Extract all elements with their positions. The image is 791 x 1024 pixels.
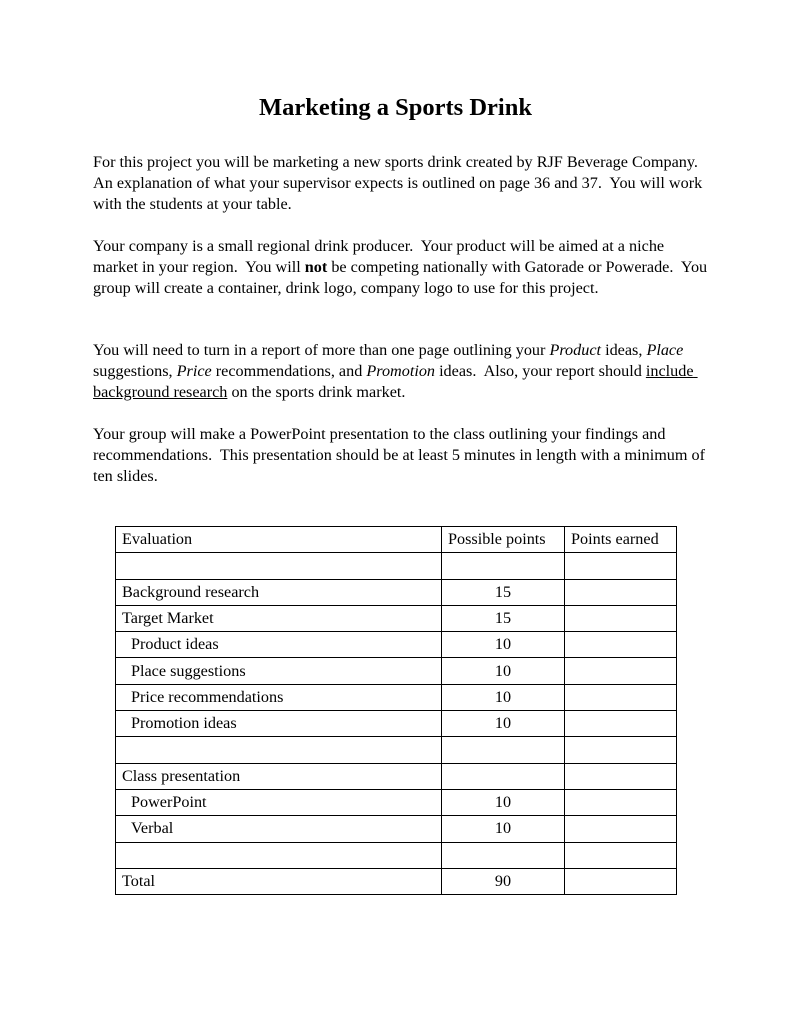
row-points-earned-cell[interactable] <box>565 711 677 737</box>
table-row <box>116 842 677 868</box>
row-label-cell: PowerPoint <box>116 789 442 815</box>
row-points-earned-cell[interactable] <box>565 763 677 789</box>
row-points-earned-cell[interactable] <box>565 737 677 763</box>
row-points-earned-cell[interactable] <box>565 658 677 684</box>
table-row <box>116 605 677 631</box>
table-row <box>116 763 677 789</box>
row-possible-points-cell: 10 <box>442 658 565 684</box>
table-row <box>116 553 677 579</box>
row-label-cell <box>116 553 442 579</box>
paragraph-text: on the sports drink market. <box>227 382 406 401</box>
table-row <box>116 737 677 763</box>
paragraph-text: suggestions, <box>93 341 688 380</box>
row-label-cell <box>116 737 442 763</box>
row-points-earned-cell[interactable] <box>565 868 677 894</box>
row-label-cell: Promotion ideas <box>116 711 442 737</box>
row-possible-points-cell: 10 <box>442 632 565 658</box>
row-points-earned-cell[interactable] <box>565 816 677 842</box>
row-label-cell: Background research <box>116 579 442 605</box>
row-points-earned-cell[interactable] <box>565 842 677 868</box>
paragraph-project-intro <box>93 152 713 214</box>
paragraph-text: ideas, <box>601 341 647 359</box>
row-possible-points-cell: 10 <box>442 684 565 710</box>
row-possible-points-cell <box>442 553 565 579</box>
bold-text: not <box>304 257 328 276</box>
row-label-cell <box>116 842 442 868</box>
row-label-cell: Price recommendations <box>116 684 442 710</box>
paragraph-report-requirements <box>93 340 713 402</box>
row-possible-points-cell <box>442 737 565 763</box>
paragraph-text: Your company is a small regional drink producer. Your product will be aimed at a niche market in your region. You will <box>93 237 669 276</box>
paragraph-text: For this project you will be marketing a new sports drink created by RJF Beverage Company. An explanation of what your supervisor expects is outlined on page 36 and 37. You will work with the students at your table. <box>93 153 707 213</box>
table-row <box>116 658 677 684</box>
row-points-earned-cell[interactable] <box>565 789 677 815</box>
row-possible-points-cell <box>442 842 565 868</box>
table-row <box>116 579 677 605</box>
table-header-row <box>116 527 677 553</box>
table-row <box>116 684 677 710</box>
paragraph-text: ideas. Also, your report should <box>435 361 646 380</box>
row-possible-points-cell: 15 <box>442 605 565 631</box>
row-label-cell: Product ideas <box>116 632 442 658</box>
italic-text: Product <box>549 341 602 359</box>
row-possible-points-cell: 10 <box>442 789 565 815</box>
row-points-earned-cell[interactable] <box>565 579 677 605</box>
document-title: Marketing a Sports Drink <box>259 94 532 121</box>
paragraph-text: Your group will make a PowerPoint presentation to the class outlining your findings and recommendations. This presentation should be at least 5 minutes in length with a minimum of ten slides. <box>93 425 710 485</box>
row-points-earned-cell[interactable] <box>565 684 677 710</box>
table-row <box>116 711 677 737</box>
table-row <box>116 868 677 894</box>
header-possible-points: Possible points <box>442 527 565 553</box>
table-row <box>116 632 677 658</box>
table-row <box>116 816 677 842</box>
paragraph-text: be competing nationally with Gatorade or Powerade. You group will create a container, drink logo, company logo to use for this project. <box>93 257 712 297</box>
row-possible-points-cell: 10 <box>442 711 565 737</box>
evaluation-table <box>115 526 677 895</box>
italic-text: Promotion <box>366 361 436 380</box>
header-points-earned: Points earned <box>565 527 677 553</box>
underlined-text: include background research <box>93 361 698 401</box>
italic-text: Place <box>646 341 684 359</box>
row-points-earned-cell[interactable] <box>565 632 677 658</box>
row-possible-points-cell <box>442 763 565 789</box>
row-possible-points-cell: 90 <box>442 868 565 894</box>
row-possible-points-cell: 10 <box>442 816 565 842</box>
row-label-cell: Verbal <box>116 816 442 842</box>
row-points-earned-cell[interactable] <box>565 605 677 631</box>
paragraph-presentation-requirements <box>93 424 713 486</box>
row-label-cell: Class presentation <box>116 763 442 789</box>
row-possible-points-cell: 15 <box>442 579 565 605</box>
row-label-cell: Total <box>116 868 442 894</box>
header-evaluation: Evaluation <box>116 527 442 553</box>
paragraph-text: recommendations, and <box>211 361 367 380</box>
row-label-cell: Target Market <box>116 605 442 631</box>
row-points-earned-cell[interactable] <box>565 553 677 579</box>
table-row <box>116 789 677 815</box>
paragraph-text: You will need to turn in a report of more than one page outlining your <box>93 341 550 359</box>
italic-text: Price <box>176 361 212 380</box>
paragraph-company-description <box>93 236 713 298</box>
row-label-cell: Place suggestions <box>116 658 442 684</box>
